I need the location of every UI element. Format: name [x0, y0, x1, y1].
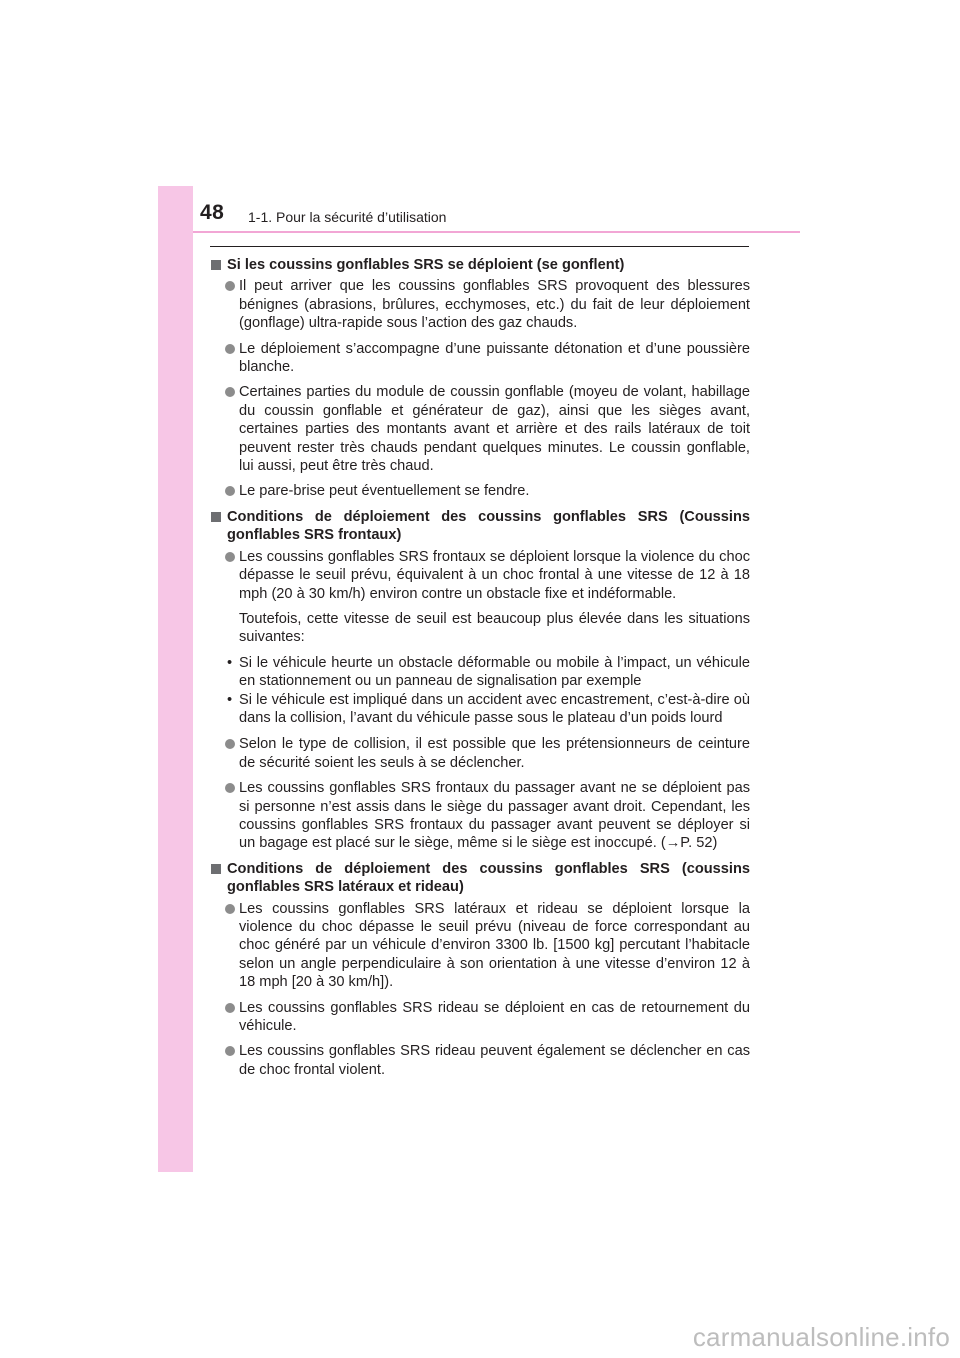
list-item	[210, 548, 750, 603]
sub-list-item	[210, 691, 750, 728]
round-bullet-icon	[225, 739, 235, 749]
round-bullet-icon	[225, 1003, 235, 1013]
list-item	[210, 277, 750, 332]
header-underline	[193, 231, 800, 233]
list-item	[210, 482, 750, 500]
section-heading	[210, 256, 750, 274]
round-bullet-icon	[225, 344, 235, 354]
list-item	[210, 1042, 750, 1079]
dot-bullet-icon: •	[227, 691, 233, 708]
list-item-text: Les coussins gonflables SRS rideau se déploient en cas de retournement du véhicule.	[239, 999, 750, 1035]
section-heading	[210, 508, 750, 545]
round-bullet-icon	[225, 904, 235, 914]
round-bullet-icon	[225, 783, 235, 793]
list-item	[210, 383, 750, 475]
page-number: 48	[200, 201, 225, 224]
list-item-note: Toutefois, cette vitesse de seuil est beaucoup plus élevée dans les situations suivantes:	[239, 610, 750, 646]
list-item-text: Certaines parties du module de coussin gonflable (moyeu de volant, habillage du coussin gonflable et générateur de gaz), ainsi que les sièges avant, certaines parties des montants avant et arrière et des rails latéraux de toit peuvent rester très chauds pendant quelques minutes. Le coussin gonflable, lui aussi, peut être très chaud.	[239, 384, 750, 475]
sub-list-item	[210, 654, 750, 691]
list-item-text: Le pare-brise peut éventuellement se fendre.	[239, 483, 530, 500]
section-heading	[210, 860, 750, 897]
list-item-text: Les coussins gonflables SRS rideau peuvent également se déclencher en cas de choc frontal violent.	[239, 1043, 750, 1078]
square-bullet-icon	[211, 864, 221, 874]
list-item	[210, 735, 750, 772]
sub-list-item-text: Si le véhicule est impliqué dans un accident avec encastrement, c’est-à-dire où dans la collision, l’avant du véhicule passe sous le plateau d’un poids lourd	[239, 691, 750, 726]
list-item-text: Les coussins gonflables SRS frontaux se déploient lorsque la violence du choc dépasse le seuil prévu, équivalent à un choc frontal à une vitesse de 12 à 18 mph (20 à 30 km/h) environ contre un obstacle fixe et indéformable.	[239, 548, 750, 602]
dot-bullet-icon: •	[227, 654, 233, 671]
list-item	[210, 340, 750, 377]
sub-list-item-text: Si le véhicule heurte un obstacle déformable ou mobile à l’impact, un véhicule en stationnement ou un panneau de signalisation par exemple	[239, 654, 750, 690]
square-bullet-icon	[211, 260, 221, 270]
site-watermark: carmanualsonline.info	[692, 1322, 950, 1352]
list-item	[210, 999, 750, 1036]
round-bullet-icon	[225, 281, 235, 291]
section-heading-text: Conditions de déploiement des coussins gonflables SRS (coussins gonflables SRS latéraux et rideau)	[227, 860, 750, 896]
list-item	[210, 779, 750, 853]
round-bullet-icon	[225, 552, 235, 562]
list-item	[210, 900, 750, 992]
round-bullet-icon	[225, 1046, 235, 1056]
list-item-text: Le déploiement s’accompagne d’une puissante détonation et d’une poussière blanche.	[239, 340, 750, 376]
round-bullet-icon	[225, 486, 235, 496]
round-bullet-icon	[225, 387, 235, 397]
chapter-tab-band	[158, 186, 193, 1172]
section-rule	[210, 246, 749, 247]
list-item-text: Il peut arriver que les coussins gonflables SRS provoquent des blessures bénignes (abrasions, brûlures, ecchymoses, etc.) du fait de leur déploiement (gonflage) ultra-rapide sous l’action des gaz chauds.	[239, 278, 750, 332]
section-heading-text: Si les coussins gonflables SRS se déploient (se gonflent)	[227, 257, 625, 273]
page-content	[210, 256, 750, 1086]
square-bullet-icon	[211, 512, 221, 522]
section-heading-text: Conditions de déploiement des coussins gonflables SRS (Coussins gonflables SRS frontaux)	[227, 508, 750, 544]
running-title: 1-1. Pour la sécurité d’utilisation	[248, 209, 447, 225]
list-item-text: Les coussins gonflables SRS frontaux du passager avant ne se déploient pas si personne n’est assis dans le siège du passager avant droit. Cependant, les coussins gonflables SRS frontaux du passager avant peuvent se déployer si un bagage est placé sur le siège, même si le siège est inoccupé. (→P. 52)	[239, 780, 750, 852]
list-item-text: Selon le type de collision, il est possible que les prétensionneurs de ceinture de sécurité soient les seuls à se déclencher.	[239, 736, 750, 771]
list-item-text: Les coussins gonflables SRS latéraux et rideau se déploient lorsque la violence du choc dépasse le seuil prévu (niveau de force correspondant au choc généré par un véhicule d’environ 3300 lb. [1500 kg] percutant l’habitacle selon un angle perpendiculaire à son orientation à une vitesse d’environ 12 à 18 mph [20 à 30 km/h]).	[239, 900, 750, 991]
